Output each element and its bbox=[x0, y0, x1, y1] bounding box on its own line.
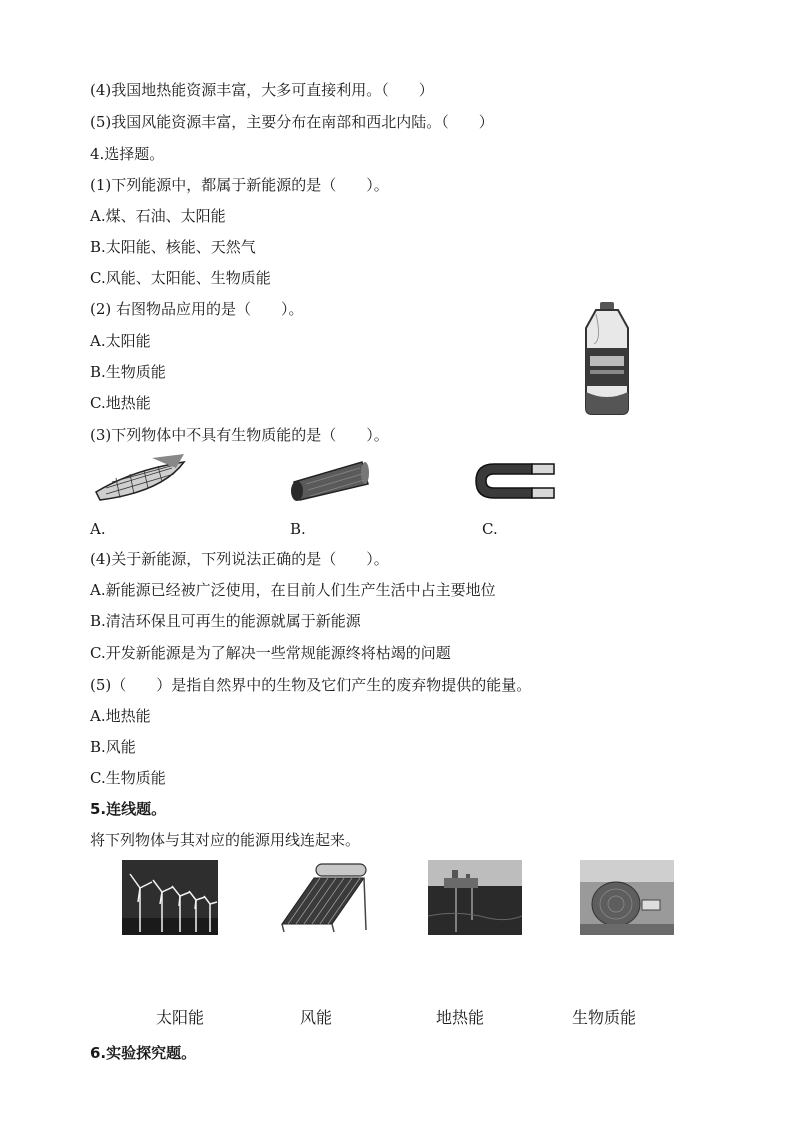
hay-bales-image bbox=[580, 860, 674, 935]
q4-option-b: B.清洁环保且可再生的能源就属于新能源 bbox=[90, 612, 361, 630]
section-5-instruction: 将下列物体与其对应的能源用线连起来。 bbox=[90, 831, 361, 849]
q1-option-c: C.风能、太阳能、生物质能 bbox=[90, 269, 271, 287]
q4-stem: (4)关于新能源，下列说法正确的是（ ）。 bbox=[90, 550, 389, 568]
magnet-image bbox=[472, 460, 560, 502]
q2-option-c: C.地热能 bbox=[90, 394, 151, 412]
energy-label-biomass: 生物质能 bbox=[572, 1008, 637, 1027]
section-4-title: 4.选择题。 bbox=[90, 145, 165, 163]
q4-option-a: A.新能源已经被广泛使用，在目前人们生产生活中占主要地位 bbox=[90, 581, 496, 599]
wood-log-image bbox=[286, 458, 372, 502]
q5-option-b: B.风能 bbox=[90, 738, 136, 756]
q3-option-a-label: A. bbox=[90, 520, 106, 538]
q5-option-a: A.地热能 bbox=[90, 707, 151, 725]
q1-option-b: B.太阳能、核能、天然气 bbox=[90, 238, 256, 256]
energy-label-solar: 太阳能 bbox=[156, 1008, 205, 1027]
section-6-title: 6.实验探究题。 bbox=[90, 1044, 197, 1062]
q2-option-a: A.太阳能 bbox=[90, 332, 151, 350]
judge-item-5: (5)我国风能资源丰富，主要分布在南部和西北内陆。（ ） bbox=[90, 113, 494, 131]
q2-stem: (2) 右图物品应用的是（ ）。 bbox=[90, 300, 304, 318]
q3-option-c-label: C. bbox=[482, 520, 498, 538]
q1-option-a: A.煤、石油、太阳能 bbox=[90, 207, 226, 225]
q2-option-b: B.生物质能 bbox=[90, 363, 166, 381]
q1-stem: (1)下列能源中，都属于新能源的是（ ）。 bbox=[90, 176, 389, 194]
alcohol-bottle-image bbox=[572, 300, 642, 416]
energy-label-geothermal: 地热能 bbox=[436, 1008, 485, 1027]
judge-item-4: (4)我国地热能资源丰富，大多可直接利用。（ ） bbox=[90, 81, 434, 99]
q3-option-b-label: B. bbox=[290, 520, 306, 538]
section-5-title: 5.连线题。 bbox=[90, 800, 167, 818]
q5-option-c: C.生物质能 bbox=[90, 769, 166, 787]
geothermal-plant-image bbox=[428, 860, 522, 935]
energy-label-wind: 风能 bbox=[300, 1008, 333, 1027]
q5-stem: (5)（ ）是指自然界中的生物及它们产生的废弃物提供的能量。 bbox=[90, 676, 532, 694]
corn-image bbox=[92, 452, 187, 504]
solar-water-heater-image bbox=[278, 860, 370, 935]
wind-turbines-image bbox=[122, 860, 218, 935]
q4-option-c: C.开发新能源是为了解决一些常规能源终将枯竭的问题 bbox=[90, 644, 451, 662]
q3-stem: (3)下列物体中不具有生物质能的是（ ）。 bbox=[90, 426, 389, 444]
